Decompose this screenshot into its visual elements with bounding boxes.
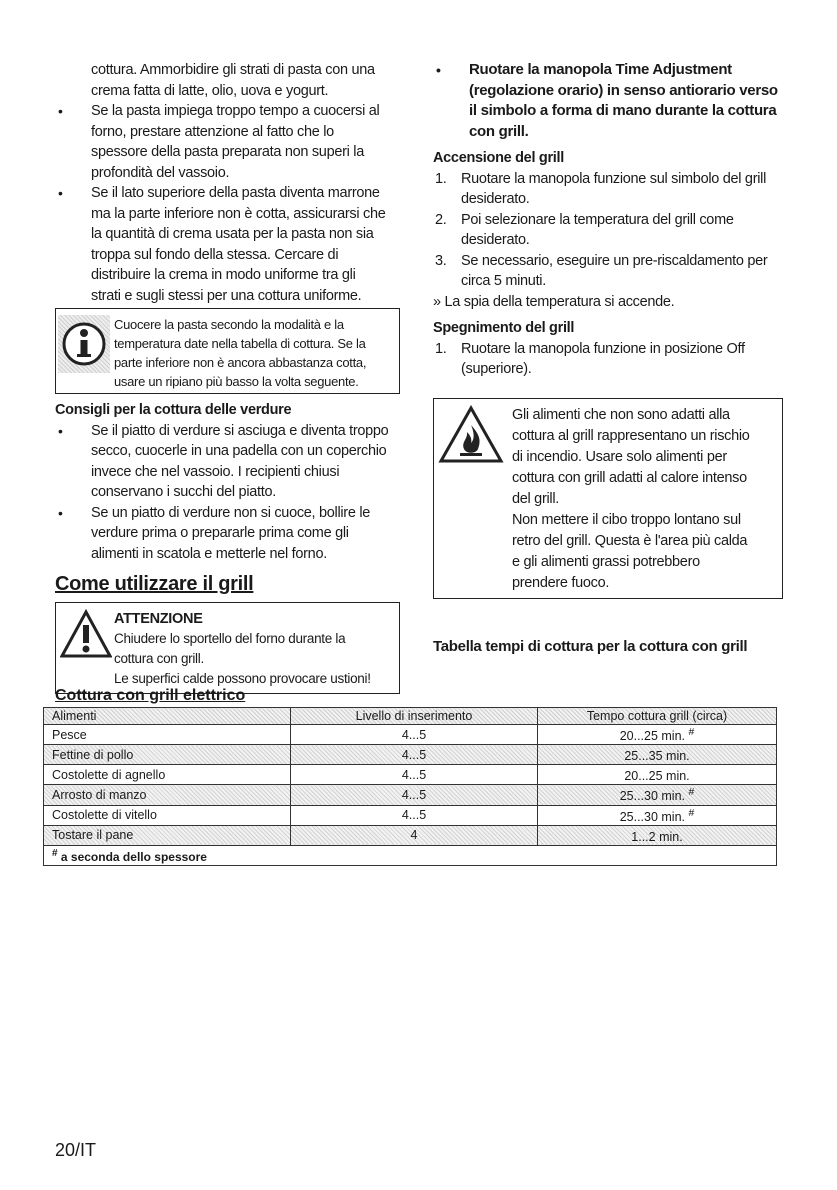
table-row: Costolette di agnello 4...5 20...25 min. bbox=[44, 765, 777, 785]
grill-on-heading: Accensione del grill bbox=[433, 150, 564, 166]
fire-warning-box: Gli alimenti che non sono adatti alla cottura al grill rappresentano un rischio di incendio. Usare solo alimenti per cottura con grill adatti al calore intenso del grill. Non mettere il cibo troppo lontano sul retro del grill. Questa è l'area più calda e gli alimenti grassi potrebbero prendere fuoco. bbox=[433, 398, 783, 599]
left-column bbox=[55, 60, 400, 694]
right-column bbox=[433, 60, 783, 657]
bullet-pasta-thickness: • Se la pasta impiega troppo tempo a cuocersi al forno, prestare attenzione al fatto che lo spessore della pasta preparata non superi la profondità del vassoio. bbox=[55, 101, 400, 183]
bullet-pasta-browning: • Se il lato superiore della pasta diventa marrone ma la parte inferiore non è cotta, assicurarsi che la quantità di crema usata per la pasta non sia troppa sul fondo della stessa. Cercare di distribuire la crema in modo uniforme tra gli strati e sugli stessi per una cottura uniforme. bbox=[55, 183, 400, 306]
column-header-level: Livello di inserimento bbox=[291, 708, 538, 725]
table-footnote-row: # a seconda dello spessore bbox=[44, 845, 777, 865]
fire-hazard-icon bbox=[438, 405, 504, 472]
info-icon bbox=[58, 315, 110, 373]
warning-icon bbox=[60, 609, 112, 665]
table-row: Arrosto di manzo 4...5 25...30 min. # bbox=[44, 785, 777, 805]
column-header-food: Alimenti bbox=[44, 708, 291, 725]
vegetable-tips-heading: Consigli per la cottura delle verdure bbox=[55, 402, 292, 418]
grill-on-step-3: 3. Se necessario, eseguire un pre-riscaldamento per circa 5 minuti. bbox=[435, 252, 768, 289]
info-note-box: Cuocere la pasta secondo la modalità e la temperatura date nella tabella di cottura. Se la parte inferiore non è ancora abbastanza cotta, usare un ripiano più basso la volta seguente. bbox=[55, 308, 400, 394]
grill-on-step-1: 1. Ruotare la manopola funzione sul simbolo del grill desiderato. bbox=[435, 170, 766, 207]
table-row: Costolette di vitello 4...5 25...30 min. # bbox=[44, 805, 777, 825]
table-row: Tostare il pane 4 1...2 min. bbox=[44, 825, 777, 845]
bullet-time-adjustment: • Ruotare la manopola Time Adjustment (regolazione orario) in senso antiorario verso il simbolo a forma di mano durante la cottura con grill. bbox=[433, 60, 783, 142]
bullet-veg-not-cooked: • Se un piatto di verdure non si cuoce, bollire le verdure prima o prepararle prima come gli alimenti in scatola e metterle nel forno. bbox=[55, 503, 400, 565]
paragraph-continuation: cottura. Ammorbidire gli strati di pasta con una crema fatta di latte, olio, uova e yogurt. bbox=[91, 62, 375, 99]
column-header-time: Tempo cottura grill (circa) bbox=[538, 708, 777, 725]
warning-box: ATTENZIONE Chiudere lo sportello del forno durante la cottura con grill. Le superfici calde possono provocare ustioni! bbox=[55, 602, 400, 694]
grill-table-heading: Tabella tempi di cottura per la cottura con grill bbox=[433, 637, 748, 655]
grill-times-table bbox=[43, 707, 777, 866]
warning-title: ATTENZIONE bbox=[114, 611, 203, 627]
table-header-row bbox=[44, 708, 777, 725]
table-row: Pesce 4...5 20...25 min. # bbox=[44, 725, 777, 745]
table-row: Fettine di pollo 4...5 25...35 min. bbox=[44, 745, 777, 765]
grill-table-title: Cottura con grill elettrico bbox=[55, 687, 246, 704]
grill-on-step-2: 2. Poi selezionare la temperatura del grill come desiderato. bbox=[435, 211, 734, 248]
grill-off-heading: Spegnimento del grill bbox=[433, 320, 575, 336]
grill-off-step-1: 1. Ruotare la manopola funzione in posizione Off (superiore). bbox=[435, 340, 745, 377]
page-number: 20/IT bbox=[55, 1140, 97, 1160]
grill-on-result: » La spia della temperatura si accende. bbox=[433, 293, 675, 310]
bullet-veg-dry: • Se il piatto di verdure si asciuga e diventa troppo secco, cuocerle in una padella con un coperchio invece che nel vassoio. I recipienti chiusi conservano i succhi del piatto. bbox=[55, 421, 400, 503]
grill-section-heading: Come utilizzare il grill bbox=[55, 573, 254, 595]
